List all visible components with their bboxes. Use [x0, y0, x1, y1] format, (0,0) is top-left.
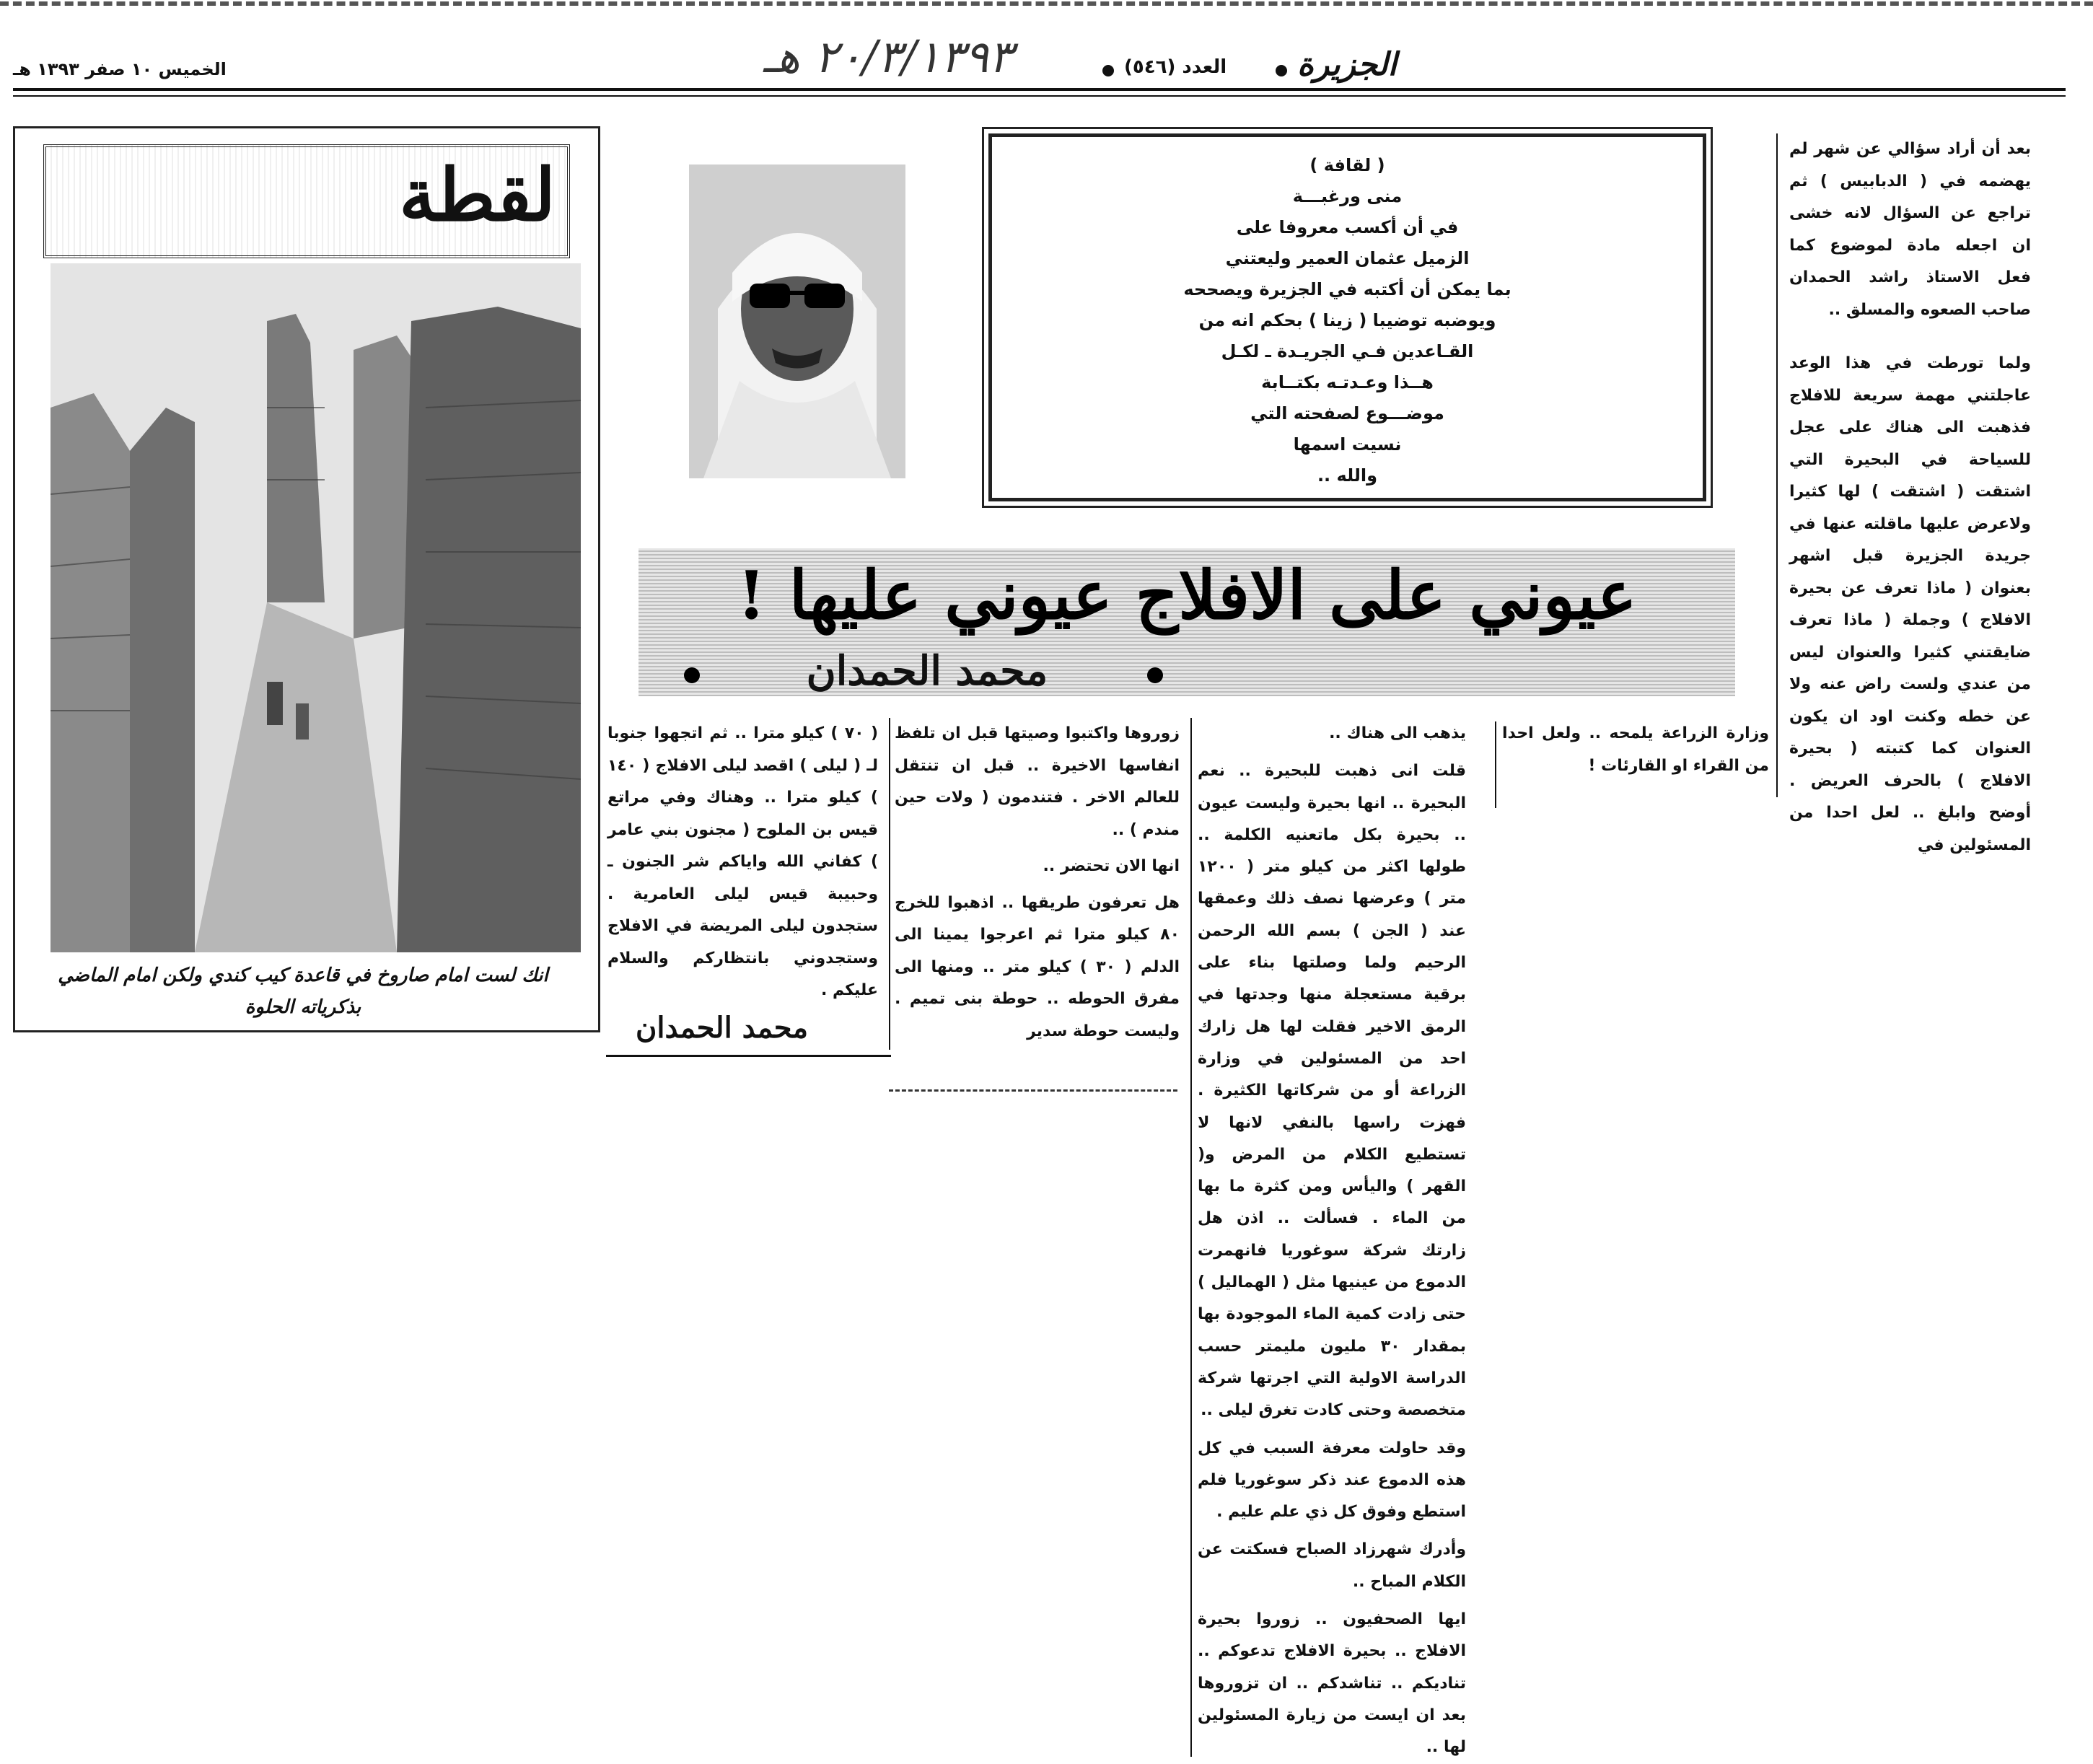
box-line: الزميل عثمان العمير وليعتني [1225, 248, 1470, 268]
masthead [13, 30, 2066, 102]
column-right-bottom [1502, 718, 1769, 782]
column-right-divider [1776, 133, 1778, 797]
right-bottom-rule [1495, 721, 1496, 808]
masthead-rule-2 [13, 95, 2066, 97]
column-middle-paragraph: ايها الصحفيون .. زوروا بحيرة الافلاج .. بحيرة الافلاج تدعوكم .. تناديكم .. تناشدكم .. ان تزوروها بعد ان ايست من زيارة المسئولين لها .. [1198, 1610, 1466, 1757]
box-line: منى ورغبـــة [1292, 186, 1403, 206]
masthead-bullet-2 [1276, 65, 1287, 76]
column-right-bottom-text: وزارة الزراعة يلمحه .. ولعل احدا من القراء او القارئات ! [1502, 724, 1769, 775]
masthead-date: الخميس ١٠ صفر ١٣٩٣ هـ [13, 59, 227, 79]
top-scan-border [0, 1, 2093, 6]
column-middle-paragraph: وأدرك شهرزاد الصباح فسكتت عن الكلام المباح .. [1198, 1540, 1466, 1591]
author-portrait [689, 164, 905, 478]
column-left-paragraph: ( ٧٠ ) كيلو مترا .. ثم اتجهوا جنوبا لـ ( ليلى ) اقصد ليلى الافلاج ( ١٤٠ ) كيلو مترا .. وهناك وفي مراتع قيس بن الملوح ( مجنون بني عامر ) كفاني الله واياكم شر الجنون ـ وحبيبة قيس ليلى العامرية . ستجدون ليلى المريضة في الافلاج وستجدوني بانتظاركم والسلام عليكم . [607, 724, 879, 999]
left-middle-divider [889, 718, 890, 1050]
box-line: موضـــوع لصفحته التي [1250, 403, 1444, 424]
masthead-paper-name: الجزيرة [1297, 46, 1397, 83]
box-line: نسيت اسمها [1293, 434, 1402, 455]
box-line: في أن أكسب معروفا على [1236, 217, 1459, 237]
column-middle [1198, 718, 1466, 1764]
box-line: هــذا وعـدتـه بكتــابة [1261, 372, 1434, 392]
byline-bullet-left [684, 667, 700, 683]
left-bottom-rule [606, 1055, 891, 1057]
boxed-note [988, 133, 1706, 501]
column-left-middle-paragraph: انها الان تحتضر .. [1043, 857, 1180, 875]
column-right-paragraph: بعد أن أراد سؤالي عن شهر لم يهضمه في ( الدبابيس ) ثم تراجع عن السؤال لانه خشى ان اجعله مادة لموضوع كما فعل الاستاذ راشد الحمدان صاحب الصعوه والمسلق .. [1789, 140, 2031, 319]
masthead-rule [13, 88, 2066, 91]
box-line: القـاعدين فـي الجريـدة ـ لكـل [1221, 341, 1474, 361]
column-left-middle-paragraph: هل تعرفون طريقها .. اذهبوا للخرج ٨٠ كيلو مترا ثم اعرجوا يمينا الى الدلم ( ٣٠ ) كيلو متر .. ومنها الى مفرق الحوطه .. حوطة بنى تميم . وليست حوطة سدير [895, 893, 1180, 1040]
box-line: والله .. [1317, 465, 1378, 486]
column-middle-paragraph: يذهب الى هناك .. [1329, 724, 1466, 742]
column-right [1789, 133, 2031, 861]
column-middle-paragraph: وقد حاولت معرفة السبب في كل هذه الدموع عند ذكر سوغوريا فلم استطع وفوق كل ذي علم عليم . [1198, 1439, 1466, 1522]
left-bottom-dashes [889, 1089, 1177, 1092]
column-middle-paragraph: قلت انى ذهبت للبحيرة .. نعم البحيرة .. انها بحيرة وليست عيون .. بحيرة بكل ماتعنيه الكلمة .. طولها اكثر من كيلو متر ( ١٢٠٠ متر ) وعرضها نصف ذلك وعمقها عند ( الجن ) بسم الله الرحمن الرحيم ولما وصلتها بناء على برقية مستعجلة منها وجدتها في الرمق الاخير فقلت لها هل زارك احد من المسئولين في وزارة الزراعة أو من شركاتها الكثيرة . فهزت راسها بالنفي لانها لا تستطيع الكلام من المرض و( القهر ) واليأس ومن كثرة ما بها من الماء . فسألت .. اذن هل زارتك شركة سوغوريا فانهمرت الدموع من عينيها مثل ( الهماليل ) حتى زادت كمية الماء الموجودة بها بمقدار ٣٠ مليون مليمتر حسب الدراسة الاولية التي اجرتها شركة متخصصة وحتى كادت تغرق ليلى .. [1198, 762, 1466, 1420]
masthead-handwritten-date: ٢٠/٣/١٣٩٣ هـ [763, 30, 1013, 83]
photo-caption: انك لست امام صاروخ في قاعدة كيب كندي ولكن امام الماضي بذكرياته الحلوة [58, 965, 548, 1018]
masthead-bullet [1102, 65, 1114, 76]
column-left [607, 718, 878, 1007]
byline: محمد الحمدان [806, 647, 1048, 695]
signature: محمد الحمدان [635, 1011, 808, 1045]
box-line: ويوضبه توضيبا ( زينا ) بحكم انه من [1198, 310, 1496, 330]
byline-bullet-right [1147, 667, 1163, 683]
column-left-middle [895, 718, 1180, 1048]
box-line: بما يمكن أن أكتبه في الجزيرة ويصححه [1183, 279, 1511, 299]
masthead-issue: العدد (٥٤٦) [1124, 56, 1227, 78]
middle-divider [1190, 718, 1192, 1757]
box-line: ( لقافة ) [1309, 155, 1385, 175]
headline: عيوني على الافلاج عيوني عليها ! [737, 556, 1637, 634]
column-right-paragraph: ولما تورطت في هذا الوعد عاجلتني مهمة سريعة للافلاج فذهبت الى هناك على عجل للسياحة في البحيرة التي اشتقت ( اشتقت ) لها كثيرا ولاعرض عليها ماقلته عنها في جريدة الجزيرة قبل اشهر بعنوان ( ماذا تعرف عن بحيرة الافلاج ) وجملة ( ماذا تعرف ضايقتني كثيرا والعنوان ليس من عندي ولست راض عنه ولا عن خطه وكنت اود ان يكون العنوان كما كتبته ( بحيرة الافلاج ) بالحرف العريض . أوضح وابلغ .. لعل احدا من المسئولين في [1789, 354, 2031, 854]
ruins-photo [51, 263, 581, 952]
section-label: لقطة [399, 152, 556, 237]
column-left-middle-paragraph: زوروها واكتبوا وصيتها قبل ان تلفظ انفاسها الاخيرة .. قبل ان تنتقل للعالم الاخر . فتندمون ( ولات حين مندم ) .. [895, 724, 1180, 839]
